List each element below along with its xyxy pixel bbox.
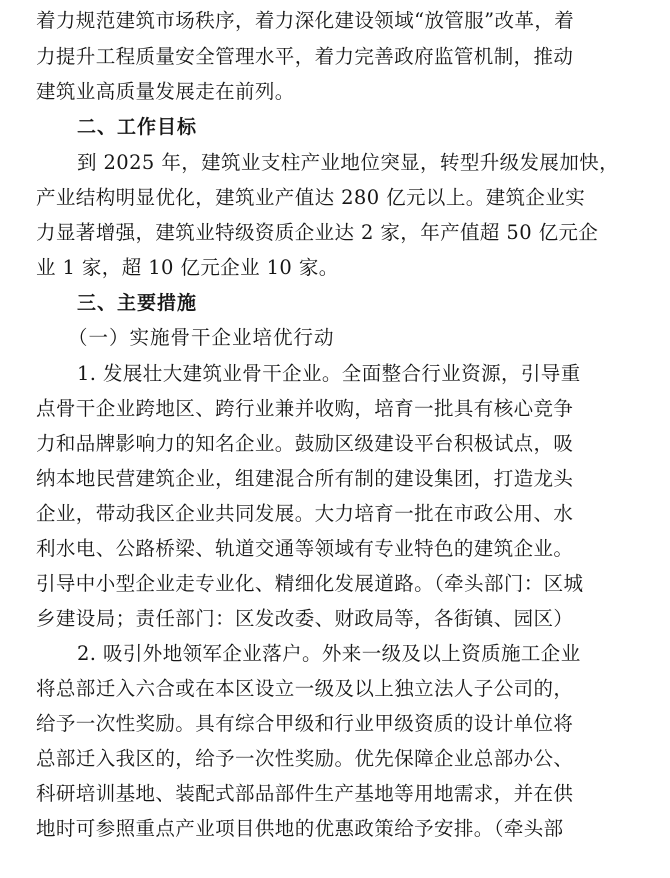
paragraph-first-line: 到 2025 年，建筑业支柱产业地位突显，转型升级发展加快， (77, 151, 620, 174)
body-line: 给予一次性奖励。具有综合甲级和行业甲级资质的设计单位将 (36, 712, 574, 735)
paragraph-first-line: 2. 吸引外地领军企业落户。外来一级及以上资质施工企业 (77, 642, 581, 665)
body-line: 利水电、公路桥梁、轨道交通等领域有专业特色的建筑企业。 (36, 537, 574, 560)
body-line: 总部迁入我区的，给予一次性奖励。优先保障企业总部办公、 (36, 747, 574, 770)
body-line: 纳本地民营建筑企业，组建混合所有制的建设集团，打造龙头 (36, 467, 574, 490)
body-line: 点骨干企业跨地区、跨行业兼并收购，培育一批具有核心竞争 (36, 397, 574, 420)
body-line: 将总部迁入六合或在本区设立一级及以上独立法人子公司的， (36, 677, 574, 700)
body-line: 着力规范建筑市场秩序，着力深化建设领域“放管服”改革，着 (36, 9, 575, 32)
body-line: 地时可参照重点产业项目供地的优惠政策给予安排。（牵头部 (36, 817, 564, 840)
body-line: 乡建设局；责任部门：区发改委、财政局等，各街镇、园区） (36, 607, 574, 630)
body-line: 产业结构明显优化，建筑业产值达 280 亿元以上。建筑企业实 (36, 186, 586, 209)
paragraph-first-line: 1. 发展壮大建筑业骨干企业。全面整合行业资源，引导重 (77, 362, 581, 385)
section-heading-goals: 二、工作目标 (77, 116, 198, 138)
body-line: 科研培训基地、装配式部品部件生产基地等用地需求，并在供 (36, 782, 574, 805)
body-line: 业 1 家，超 10 亿元企业 10 家。 (36, 256, 339, 279)
section-heading-measures: 三、主要措施 (77, 292, 198, 314)
body-line: 建筑业高质量发展走在前列。 (36, 80, 295, 103)
body-line: 力提升工程质量安全管理水平，着力完善政府监管机制，推动 (36, 45, 574, 68)
body-line: 企业，带动我区企业共同发展。大力培育一批在市政公用、水 (36, 502, 574, 525)
body-line: 力和品牌影响力的知名企业。鼓励区级建设平台积极试点，吸 (36, 432, 574, 455)
subsection-heading: （一）实施骨干企业培优行动 (68, 326, 335, 349)
body-line: 力显著增强，建筑业特级资质企业达 2 家，年产值超 50 亿元企 (36, 221, 599, 244)
body-line: 引导中小型企业走专业化、精细化发展道路。（牵头部门：区城 (36, 572, 584, 595)
